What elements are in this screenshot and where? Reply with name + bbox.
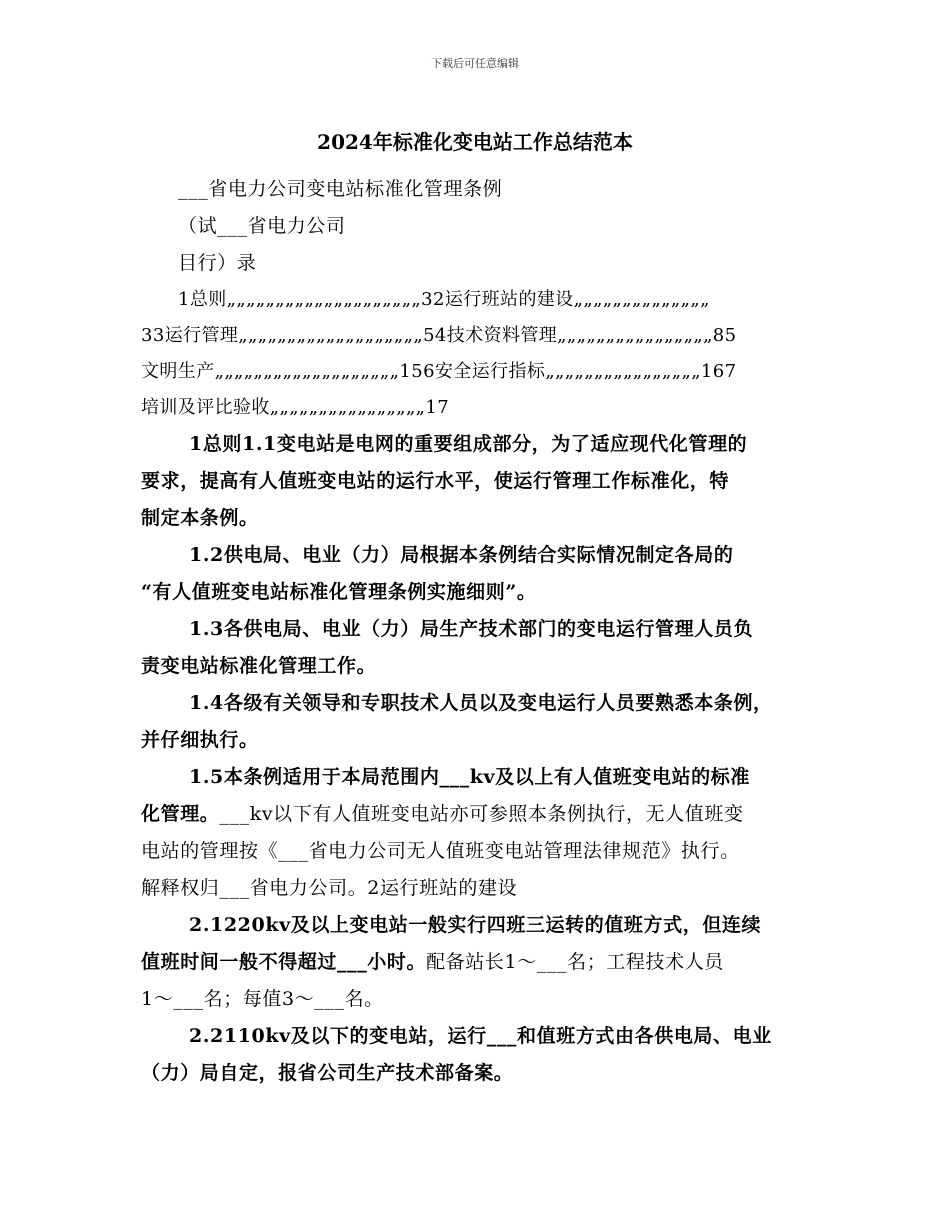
para-2-line-1: 1.2供电局、电业（力）局根据本条例结合实际情况制定各局的 — [189, 544, 734, 566]
toc-line-1: 1总则„„„„„„„„„„„„„„„„„„„„32运行班站的建设„„„„„„„„„„„„„„ — [178, 289, 710, 310]
para-6-line-1: 2.1220kv及以上变电站一般实行四班三运转的值班方式，但连续 — [189, 914, 762, 936]
para-5-line-1: 1.5本条例适用于本局范围内___kv及以上有人值班变电站的标准 — [189, 766, 750, 788]
intro-line-3: 目行）录 — [178, 252, 257, 274]
toc-line-4: 培训及评比验收„„„„„„„„„„„„„„„„17 — [141, 397, 450, 418]
para-6-line-3: 1～___名；每值3～___名。 — [141, 988, 384, 1010]
para-3-line-2: 责变电站标准化管理工作。 — [141, 655, 377, 677]
para-6-line-2-normal: 配备站长1～___名；工程技术人员 — [426, 951, 724, 973]
para-5-line-2-normal: ___kv以下有人值班变电站亦可参照本条例执行，无人值班变 — [219, 803, 744, 825]
para-6-line-2-bold: 值班时间一般不得超过___小时。 — [141, 951, 427, 973]
para-1-line-1: 1总则1.1变电站是电网的重要组成部分，为了适应现代化管理的 — [189, 433, 748, 455]
para-5-line-2-bold: 化管理。 — [141, 803, 220, 825]
para-3-line-1: 1.3各供电局、电业（力）局生产技术部门的变电运行管理人员负 — [189, 618, 754, 640]
para-6-line-2 — [141, 944, 811, 981]
para-7-line-2: （力）局自定，报省公司生产技术部备案。 — [141, 1062, 514, 1084]
para-4-line-1: 1.4各级有关领导和专职技术人员以及变电运行人员要熟悉本条例， — [189, 692, 773, 714]
toc-line-3: 文明生产„„„„„„„„„„„„„„„„„„„156安全运行指标„„„„„„„„„„„„„„„„167 — [141, 361, 737, 382]
para-4-line-2: 并仔细执行。 — [141, 729, 259, 751]
document-body — [141, 171, 811, 1092]
para-5-line-3: 电站的管理按《___省电力公司无人值班变电站管理法律规范》执行。 — [141, 840, 740, 862]
para-1-line-2: 要求，提高有人值班变电站的运行水平，使运行管理工作标准化，特 — [141, 470, 730, 492]
document-title: 2024年标准化变电站工作总结范本 — [317, 130, 633, 154]
para-7-line-1: 2.2110kv及以下的变电站，运行___和值班方式由各供电局、电业 — [189, 1025, 772, 1047]
intro-line-1: ___省电力公司变电站标准化管理条例 — [178, 178, 503, 200]
intro-line-2: （试___省电力公司 — [178, 215, 346, 237]
toc-line-2: 33运行管理„„„„„„„„„„„„„„„„„„„54技术资料管理„„„„„„„„„„„„„„„„85 — [141, 325, 737, 346]
para-2-line-2: “有人值班变电站标准化管理条例实施细则”。 — [141, 581, 537, 603]
page-header: 下载后可任意编辑 — [431, 57, 519, 70]
para-5-line-2 — [141, 796, 811, 833]
para-5-line-4: 解释权归___省电力公司。2运行班站的建设 — [141, 877, 518, 899]
para-1-line-3: 制定本条例。 — [141, 507, 259, 529]
